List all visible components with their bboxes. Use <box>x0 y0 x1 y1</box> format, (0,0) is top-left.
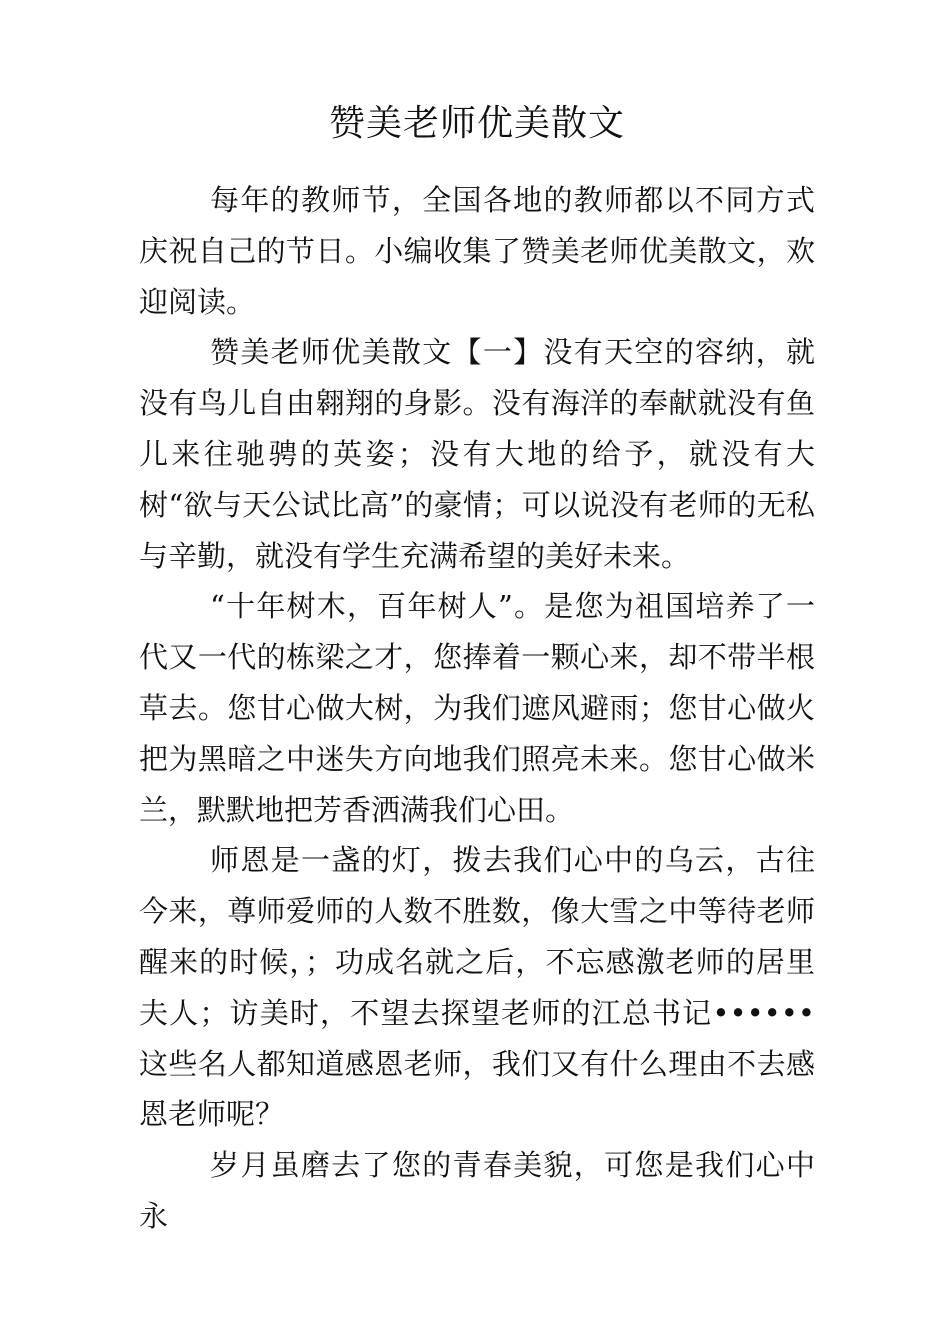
document-body <box>139 175 815 1242</box>
paragraph-essay-one: 赞美老师优美散文【一】没有天空的容纳，就没有鸟儿自由翱翔的身影。没有海洋的奉献就没有鱼儿来往驰骋的英姿；没有大地的给予，就没有大树“欲与天公试比高”的豪情；可以说没有老师的无私与辛勤，就没有学生充满希望的美好未来。 <box>139 335 815 573</box>
paragraph-ten-years: “十年树木，百年树人”。是您为祖国培养了一代又一代的栋梁之才，您捧着一颗心来，却不带半根草去。您甘心做大树，为我们遮风避雨；您甘心做火把为黑暗之中迷失方向地我们照亮未来。您甘心做米兰，默默地把芳香洒满我们心田。 <box>139 589 815 827</box>
paragraph-teacher-grace: 师恩是一盏的灯，拨去我们心中的乌云，古往今来，尊师爱师的人数不胜数，像大雪之中等待老师醒来的时候，；功成名就之后，不忘感激老师的居里夫人；访美时，不望去探望老师的江总书记••••••这些名人都知道感恩老师，我们又有什么理由不去感恩老师呢？ <box>139 843 815 1132</box>
document-title: 赞美老师优美散文 <box>328 103 625 144</box>
paragraph-intro: 每年的教师节，全国各地的教师都以不同方式庆祝自己的节日。小编收集了赞美老师优美散文，欢迎阅读。 <box>139 183 815 319</box>
paragraph-years: 岁月虽磨去了您的青春美貌，可您是我们心中永 <box>139 1148 815 1233</box>
